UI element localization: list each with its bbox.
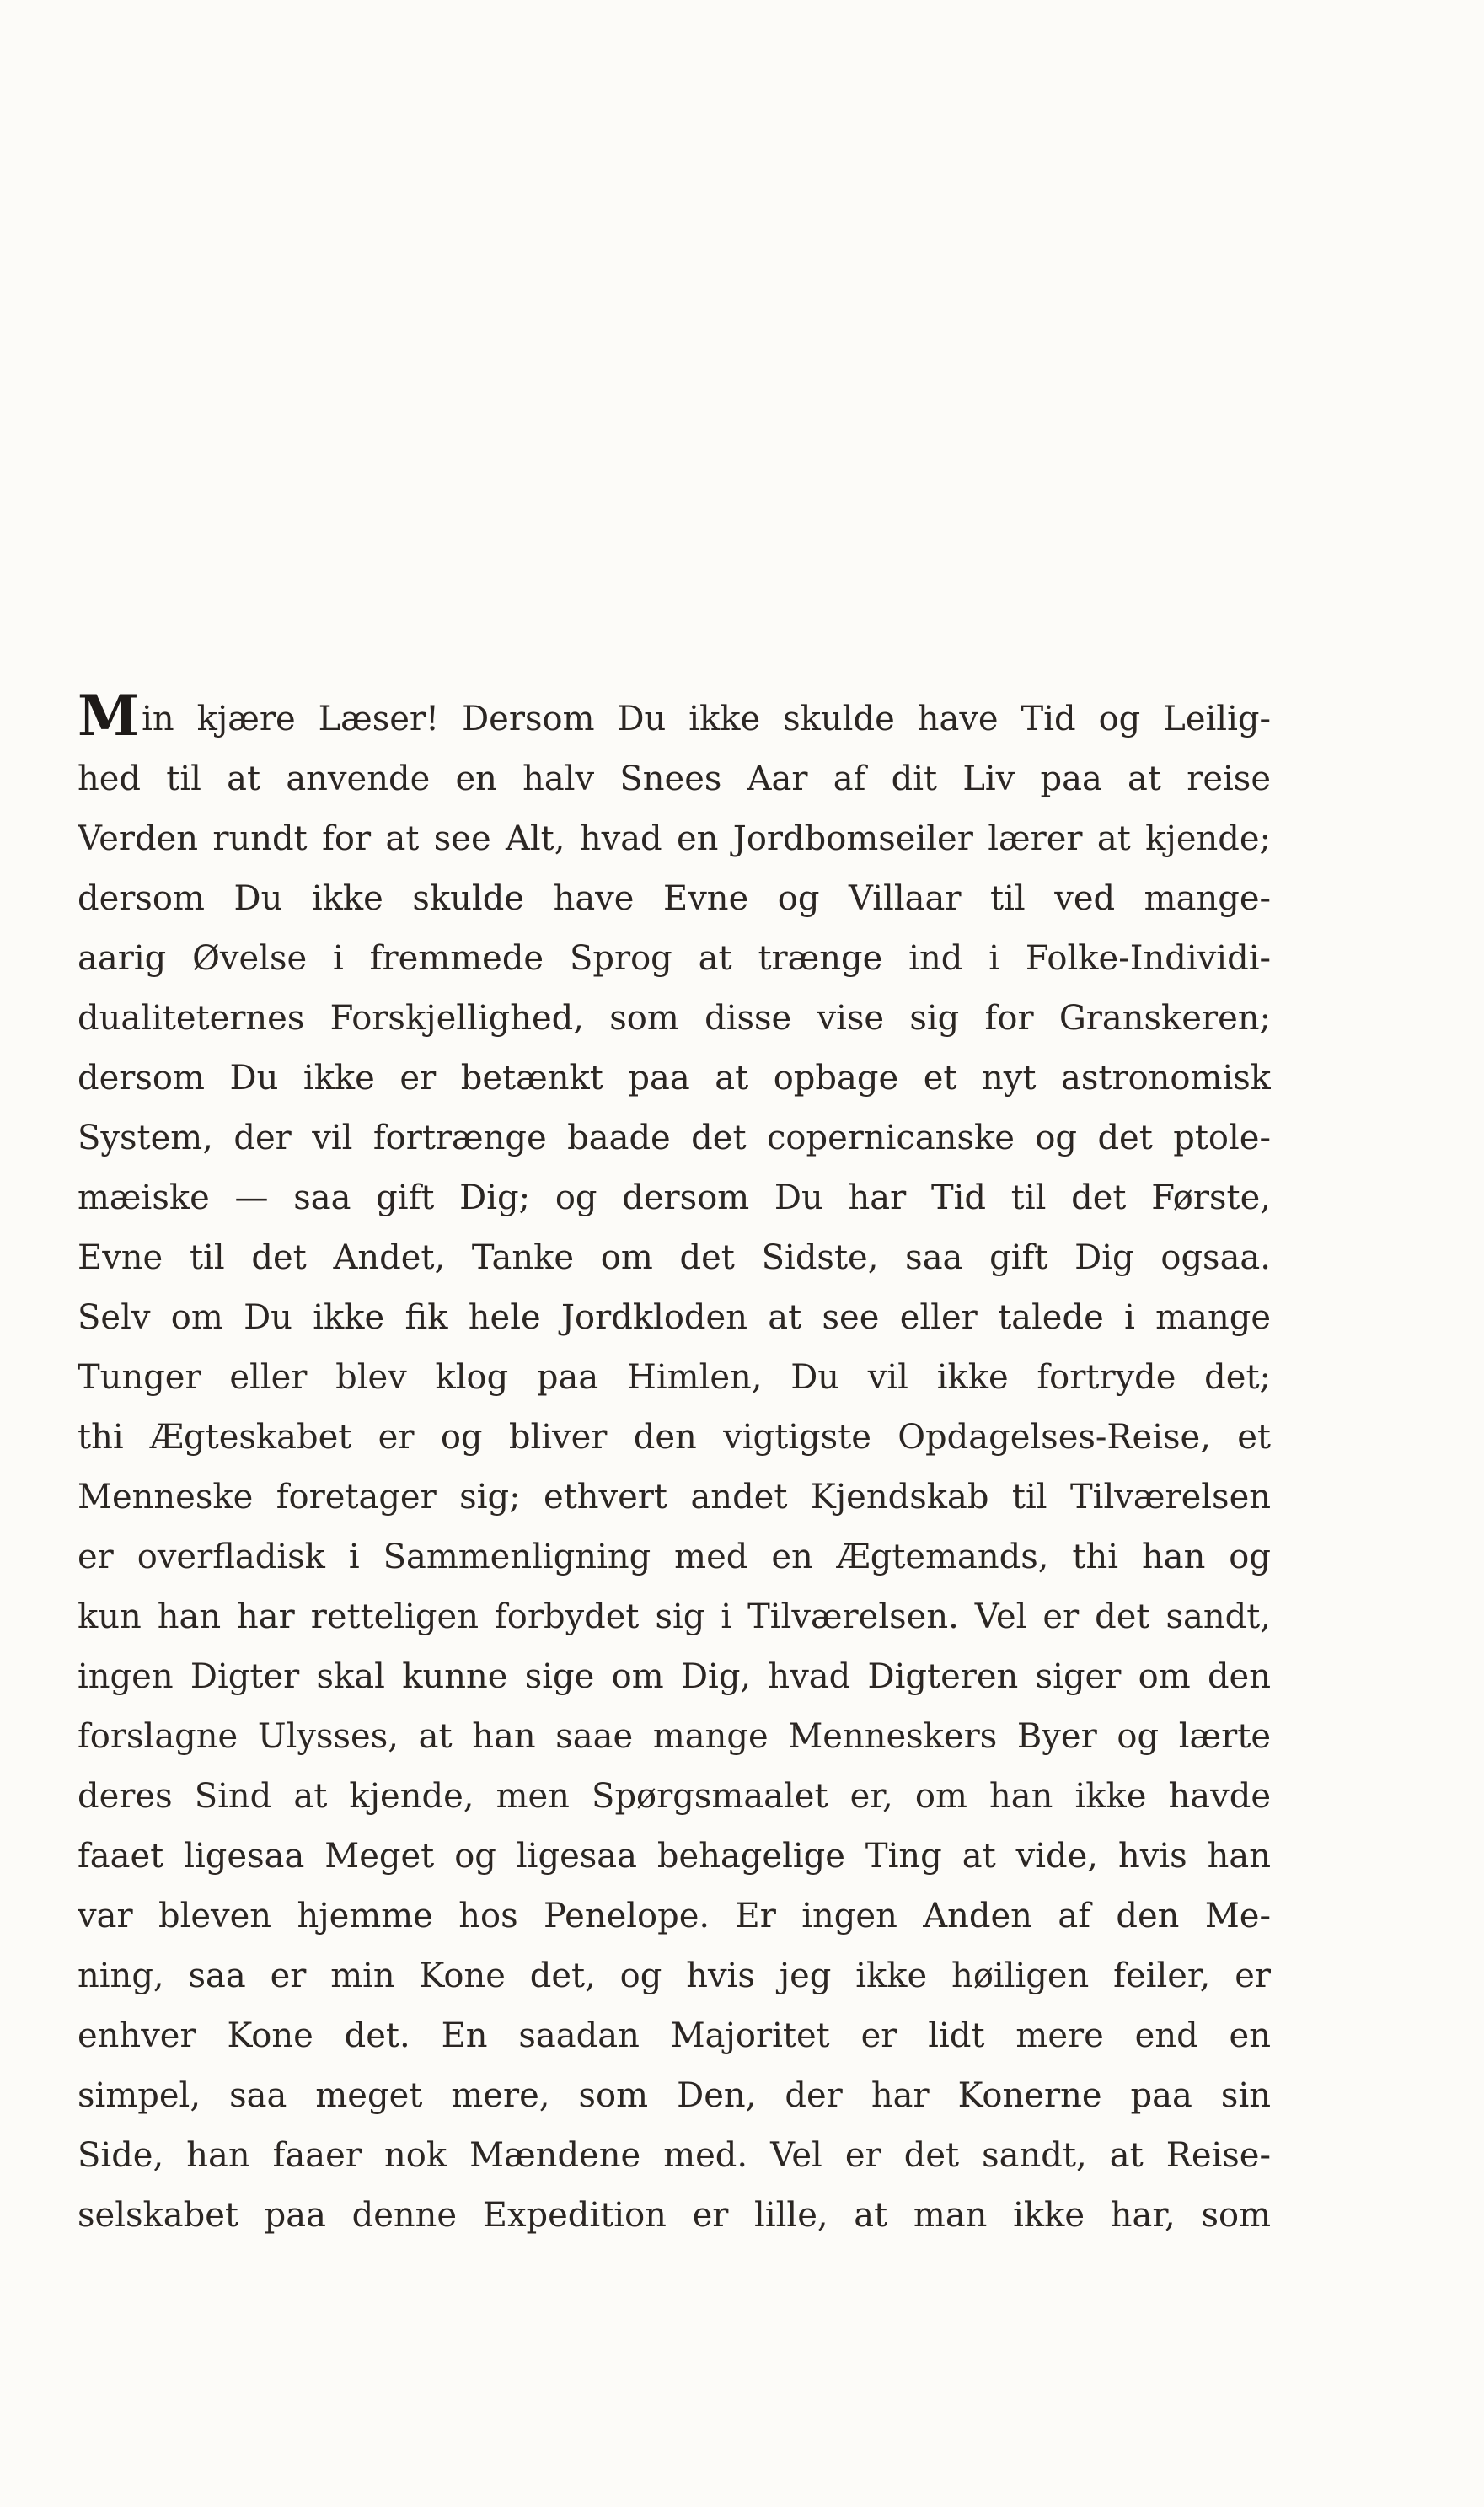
text-line: Selv om Du ikke fik hele Jordkloden at see eller talede i mange <box>78 1298 1271 1337</box>
text-line: mæiske — saa gift Dig; og dersom Du har Tid til det Første, <box>78 1178 1271 1217</box>
text-line: Tunger eller blev klog paa Himlen, Du vil ikke fortryde det; <box>78 1358 1271 1397</box>
text-line: System, der vil fortrænge baade det copernicanske og det ptole- <box>78 1119 1271 1157</box>
text-line-content: in kjære Læser! Dersom Du ikke skulde have Tid og Leilig- <box>142 700 1271 738</box>
text-line: dersom Du ikke skulde have Evne og Villaar til ved mange- <box>78 879 1271 918</box>
text-line: forslagne Ulysses, at han saae mange Menneskers Byer og lærte <box>78 1717 1271 1756</box>
text-line: Evne til det Andet, Tanke om det Sidste, saa gift Dig ogsaa. <box>78 1238 1271 1277</box>
text-line: kun han har retteligen forbydet sig i Tilværelsen. Vel er det sandt, <box>78 1597 1271 1636</box>
text-line: hed til at anvende en halv Snees Aar af dit Liv paa at reise <box>78 760 1271 798</box>
text-line: simpel, saa meget mere, som Den, der har Konerne paa sin <box>78 2076 1271 2115</box>
text-line: Side, han faaer nok Mændene med. Vel er det sandt, at Reise- <box>78 2136 1271 2175</box>
text-line: aarig Øvelse i fremmede Sprog at trænge ind i Folke-Individi- <box>78 939 1271 978</box>
text-line: dualiteternes Forskjellighed, som disse vise sig for Granskeren; <box>78 999 1271 1038</box>
text-line: dersom Du ikke er betænkt paa at opbage et nyt astronomisk <box>78 1059 1271 1098</box>
text-line: selskabet paa denne Expedition er lille, at man ikke har, som <box>78 2196 1271 2235</box>
text-line <box>78 690 1271 749</box>
body-paragraph <box>78 690 1271 2246</box>
text-line: var bleven hjemme hos Penelope. Er ingen Anden af den Me- <box>78 1897 1271 1935</box>
text-line: Verden rundt for at see Alt, hvad en Jordbomseiler lærer at kjende; <box>78 819 1271 858</box>
text-line: thi Ægteskabet er og bliver den vigtigste Opdagelses-Reise, et <box>78 1418 1271 1457</box>
text-line: ingen Digter skal kunne sige om Dig, hvad Digteren siger om den <box>78 1657 1271 1696</box>
text-line: Menneske foretager sig; ethvert andet Kjendskab til Tilværelsen <box>78 1478 1271 1517</box>
text-line: faaet ligesaa Meget og ligesaa behagelige Ting at vide, hvis han <box>78 1837 1271 1876</box>
decorated-initial: M <box>78 690 140 749</box>
text-line: deres Sind at kjende, men Spørgsmaalet er, om han ikke havde <box>78 1777 1271 1816</box>
text-line: ning, saa er min Kone det, og hvis jeg ikke høiligen feiler, er <box>78 1957 1271 1995</box>
text-line: er overfladisk i Sammenligning med en Ægtemands, thi han og <box>78 1538 1271 1576</box>
text-line: enhver Kone det. En saadan Majoritet er lidt mere end en <box>78 2016 1271 2055</box>
